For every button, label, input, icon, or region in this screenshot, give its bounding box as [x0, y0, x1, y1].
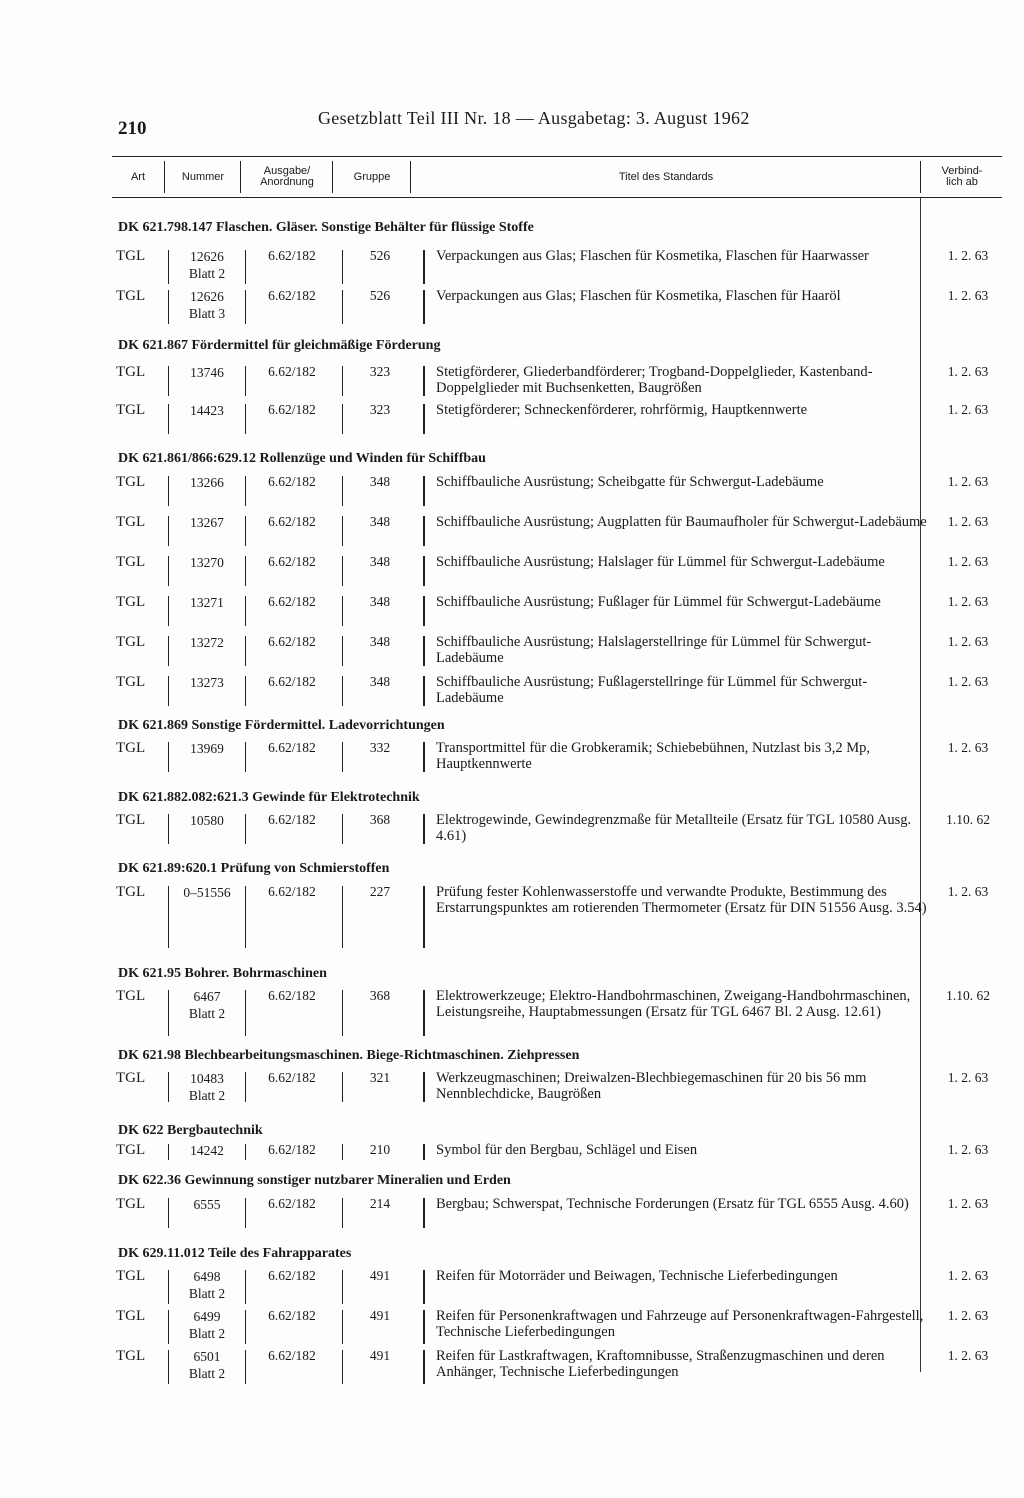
- titel-cell: Schiffbauliche Ausrüstung; Fußlagerstellringe für Lümmel für Schwergut-Ladebäume: [436, 674, 868, 706]
- column-rule: [342, 366, 343, 396]
- ausgabe-cell: 6.62/182: [268, 474, 316, 489]
- section-heading: DK 622.36 Gewinnung sonstiger nutzbarer Mineralien und Erden: [118, 1173, 511, 1188]
- column-rule: [342, 596, 343, 626]
- table-row: [110, 988, 1010, 1036]
- column-rule: [342, 556, 343, 586]
- page-number: 210: [118, 118, 147, 139]
- column-rule: [342, 290, 343, 324]
- column-rule: [245, 676, 246, 706]
- titel-cell: Transportmittel für die Grobkeramik; Schiebebühnen, Nutzlast bis 3,2 Mp, Hauptkennwerte: [436, 740, 870, 772]
- nummer-cell: [170, 402, 244, 419]
- col-nummer: Nummer: [181, 170, 225, 183]
- column-rule: [168, 366, 169, 396]
- art-cell: TGL: [116, 1268, 146, 1284]
- ausgabe-cell: 6.62/182: [268, 634, 316, 649]
- section-heading: DK 621.95 Bohrer. Bohrmaschinen: [118, 966, 327, 981]
- art-cell: TGL: [116, 674, 146, 690]
- table-row: [110, 474, 1010, 506]
- section-heading: DK 621.98 Blechbearbeitungsmaschinen. Biege-Richtmaschinen. Ziehpressen: [118, 1048, 580, 1063]
- column-rule: [245, 1144, 246, 1160]
- gruppe-cell: 348: [369, 554, 391, 569]
- table-row: [110, 554, 1010, 586]
- titel-cell: Werkzeugmaschinen; Dreiwalzen-Blechbiegemaschinen für 20 bis 56 mm Nennblechdicke, Baugrößen: [436, 1070, 867, 1102]
- col-art: Art: [130, 170, 146, 183]
- column-rule: [423, 1072, 425, 1102]
- verbindlich-cell: 1. 2. 63: [947, 1348, 989, 1363]
- table-row: [110, 1196, 1010, 1228]
- titel-cell: Bergbau; Schwerspat, Technische Forderungen (Ersatz für TGL 6555 Ausg. 4.60): [436, 1196, 909, 1212]
- column-rule: [342, 476, 343, 506]
- column-rule: [423, 1310, 425, 1344]
- titel-cell: Prüfung fester Kohlenwasserstoffe und verwandte Produkte, Bestimmung des Erstarrungspunktes am rotierenden Thermometer (Ersatz für DIN 51556 Ausg. 3.54): [436, 884, 927, 916]
- column-rule: [423, 1350, 425, 1384]
- table-header: [112, 156, 1002, 198]
- verbindlich-cell: 1.10. 62: [946, 812, 990, 827]
- gruppe-cell: 348: [369, 474, 391, 489]
- nummer-cell: [170, 1348, 244, 1382]
- table-row: [110, 1070, 1010, 1102]
- titel-cell: Verpackungen aus Glas; Flaschen für Kosmetika, Flaschen für Haaröl: [436, 288, 841, 304]
- column-rule: [423, 814, 425, 844]
- art-cell: TGL: [116, 812, 146, 828]
- table-row: [110, 812, 1010, 844]
- ausgabe-cell: 6.62/182: [268, 812, 316, 827]
- verbindlich-cell: 1. 2. 63: [947, 288, 989, 303]
- nummer-cell: [170, 884, 244, 901]
- column-rule: [168, 742, 169, 772]
- col-gruppe: Gruppe: [353, 170, 391, 183]
- column-rule: [245, 290, 246, 324]
- column-rule: [168, 1310, 169, 1344]
- art-cell: TGL: [116, 288, 146, 304]
- nummer-cell: [170, 674, 244, 691]
- column-rule: [342, 990, 343, 1036]
- gruppe-cell: 348: [369, 594, 391, 609]
- blatt-value: Blatt 3: [188, 306, 226, 321]
- column-rule: [168, 476, 169, 506]
- blatt-value: Blatt 2: [188, 1006, 226, 1021]
- column-rule: [342, 886, 343, 948]
- column-rule: [423, 290, 425, 324]
- nummer-value: 13273: [190, 675, 224, 690]
- column-rule: [245, 1072, 246, 1102]
- col-verbindlich: Verbind- lich ab: [941, 165, 983, 188]
- blatt-value: Blatt 2: [188, 1088, 226, 1103]
- nummer-value: 14242: [190, 1143, 224, 1158]
- gruppe-cell: 214: [369, 1196, 391, 1211]
- column-rule: [423, 742, 425, 772]
- titel-cell: Schiffbauliche Ausrüstung; Augplatten für Baumaufholer für Schwergut-Ladebäume: [436, 514, 927, 530]
- nummer-cell: [170, 514, 244, 531]
- ausgabe-cell: 6.62/182: [268, 364, 316, 379]
- running-title: Gesetzblatt Teil III Nr. 18 — Ausgabetag: 3. August 1962: [318, 108, 750, 128]
- gruppe-cell: 491: [369, 1268, 391, 1283]
- nummer-value: 6467: [193, 989, 221, 1004]
- gruppe-cell: 526: [369, 248, 391, 263]
- ausgabe-cell: 6.62/182: [268, 1308, 316, 1323]
- ausgabe-cell: 6.62/182: [268, 402, 316, 417]
- gruppe-cell: 368: [369, 812, 391, 827]
- art-cell: TGL: [116, 248, 146, 264]
- col-titel: Titel des Standards: [618, 170, 714, 183]
- nummer-value: 6555: [193, 1197, 221, 1212]
- nummer-cell: [170, 554, 244, 571]
- nummer-cell: [170, 1196, 244, 1213]
- nummer-value: 6498: [193, 1269, 221, 1284]
- column-rule: [168, 250, 169, 284]
- titel-cell: Schiffbauliche Ausrüstung; Halslagerstellringe für Lümmel für Schwergut-Ladebäume: [436, 634, 872, 666]
- titel-cell: Elektrowerkzeuge; Elektro-Handbohrmaschinen, Zweigang-Handbohrmaschinen, Leistungsreihe, Hauptabmessungen (Ersatz für TGL 6467 Bl. 2 Ausg. 12.61): [436, 988, 911, 1020]
- titel-cell: Reifen für Motorräder und Beiwagen, Technische Lieferbedingungen: [436, 1268, 838, 1284]
- nummer-value: 10483: [190, 1071, 224, 1086]
- column-rule: [168, 990, 169, 1036]
- verbindlich-cell: 1. 2. 63: [947, 1070, 989, 1085]
- section-heading: DK 629.11.012 Teile des Fahrapparates: [118, 1246, 352, 1261]
- column-rule: [342, 742, 343, 772]
- section-heading: DK 621.89:620.1 Prüfung von Schmierstoffen: [118, 861, 390, 876]
- verbindlich-cell: 1. 2. 63: [947, 634, 989, 649]
- blatt-value: Blatt 2: [188, 1366, 226, 1381]
- column-rule: [342, 404, 343, 434]
- column-rule: [245, 1350, 246, 1384]
- titel-cell: Symbol für den Bergbau, Schlägel und Eisen: [436, 1142, 698, 1158]
- art-cell: TGL: [116, 1196, 146, 1212]
- verbindlich-cell: 1. 2. 63: [947, 402, 989, 417]
- art-cell: TGL: [116, 740, 146, 756]
- ausgabe-cell: 6.62/182: [268, 674, 316, 689]
- verbindlich-cell: 1. 2. 63: [947, 1142, 989, 1157]
- nummer-cell: [170, 1142, 244, 1159]
- gruppe-cell: 321: [369, 1070, 391, 1085]
- ausgabe-cell: 6.62/182: [268, 514, 316, 529]
- column-rule: [423, 676, 425, 706]
- verbindlich-cell: 1. 2. 63: [947, 740, 989, 755]
- column-rule: [245, 742, 246, 772]
- table-row: [110, 1268, 1010, 1304]
- art-cell: TGL: [116, 1308, 146, 1324]
- nummer-cell: [170, 1268, 244, 1302]
- nummer-cell: [170, 988, 244, 1022]
- column-rule: [423, 366, 425, 396]
- gruppe-cell: 227: [369, 884, 391, 899]
- gruppe-cell: 491: [369, 1348, 391, 1363]
- titel-cell: Schiffbauliche Ausrüstung; Scheibgatte für Schwergut-Ladebäume: [436, 474, 824, 490]
- gruppe-cell: 210: [369, 1142, 391, 1157]
- gruppe-cell: 348: [369, 674, 391, 689]
- art-cell: TGL: [116, 594, 146, 610]
- section-heading: DK 622 Bergbautechnik: [118, 1123, 263, 1138]
- column-rule: [342, 1198, 343, 1228]
- column-rule: [168, 1198, 169, 1228]
- page-header: [110, 108, 990, 148]
- table-row: [110, 1348, 1010, 1384]
- section-heading: DK 621.867 Fördermittel für gleichmäßige Förderung: [118, 338, 441, 353]
- verbindlich-cell: 1. 2. 63: [947, 1196, 989, 1211]
- column-rule: [342, 1144, 343, 1160]
- column-rule: [342, 516, 343, 546]
- blatt-value: Blatt 2: [188, 1286, 226, 1301]
- gruppe-cell: 526: [369, 288, 391, 303]
- ausgabe-cell: 6.62/182: [268, 288, 316, 303]
- nummer-value: 13969: [190, 741, 224, 756]
- nummer-cell: [170, 634, 244, 651]
- column-rule: [168, 636, 169, 666]
- ausgabe-cell: 6.62/182: [268, 1142, 316, 1157]
- column-rule: [342, 250, 343, 284]
- blatt-value: Blatt 2: [188, 266, 226, 281]
- column-rule: [245, 814, 246, 844]
- verbindlich-cell: 1. 2. 63: [947, 248, 989, 263]
- column-rule: [168, 556, 169, 586]
- gruppe-cell: 332: [369, 740, 391, 755]
- nummer-value: 13266: [190, 475, 224, 490]
- nummer-cell: [170, 740, 244, 757]
- ausgabe-cell: 6.62/182: [268, 884, 316, 899]
- nummer-value: 6499: [193, 1309, 221, 1324]
- column-rule: [342, 636, 343, 666]
- column-rule: [342, 1270, 343, 1304]
- ausgabe-cell: 6.62/182: [268, 594, 316, 609]
- column-rule: [168, 516, 169, 546]
- verbindlich-cell: 1. 2. 63: [947, 594, 989, 609]
- titel-cell: Verpackungen aus Glas; Flaschen für Kosmetika, Flaschen für Haarwasser: [436, 248, 869, 264]
- column-rule: [342, 676, 343, 706]
- nummer-cell: [170, 364, 244, 381]
- table-row: [110, 402, 1010, 434]
- nummer-value: 0–51556: [183, 885, 231, 900]
- column-rule: [245, 404, 246, 434]
- gruppe-cell: 348: [369, 514, 391, 529]
- column-rule: [245, 516, 246, 546]
- column-rule: [342, 1310, 343, 1344]
- section-heading: DK 621.869 Sonstige Fördermittel. Ladevorrichtungen: [118, 718, 445, 733]
- art-cell: TGL: [116, 1070, 146, 1086]
- nummer-value: 13267: [190, 515, 224, 530]
- column-rule: [168, 290, 169, 324]
- art-cell: TGL: [116, 1142, 146, 1158]
- column-rule: [168, 1144, 169, 1160]
- nummer-value: 6501: [193, 1349, 221, 1364]
- ausgabe-cell: 6.62/182: [268, 988, 316, 1003]
- column-rule: [423, 636, 425, 666]
- nummer-value: 13271: [190, 595, 224, 610]
- gruppe-cell: 348: [369, 634, 391, 649]
- table-row: [110, 1142, 1010, 1160]
- nummer-value: 13746: [190, 365, 224, 380]
- nummer-cell: [170, 1308, 244, 1342]
- ausgabe-cell: 6.62/182: [268, 1268, 316, 1283]
- table-row: [110, 634, 1010, 666]
- ausgabe-cell: 6.62/182: [268, 1348, 316, 1363]
- column-rule: [342, 814, 343, 844]
- ausgabe-cell: 6.62/182: [268, 554, 316, 569]
- column-rule: [245, 1310, 246, 1344]
- column-rule: [168, 1350, 169, 1384]
- column-rule: [245, 366, 246, 396]
- gruppe-cell: 323: [369, 402, 391, 417]
- verbindlich-cell: 1.10. 62: [946, 988, 990, 1003]
- verbindlich-cell: 1. 2. 63: [947, 474, 989, 489]
- column-rule: [168, 676, 169, 706]
- section-heading: DK 621.861/866:629.12 Rollenzüge und Winden für Schiffbau: [118, 451, 486, 466]
- table-row: [110, 364, 1010, 396]
- nummer-cell: [170, 474, 244, 491]
- verbindlich-cell: 1. 2. 63: [947, 884, 989, 899]
- art-cell: TGL: [116, 474, 146, 490]
- column-rule: [245, 1270, 246, 1304]
- column-rule: [168, 1270, 169, 1304]
- nummer-value: 10580: [190, 813, 224, 828]
- gruppe-cell: 323: [369, 364, 391, 379]
- nummer-cell: [170, 248, 244, 282]
- titel-cell: Stetigförderer, Gliederbandförderer; Trogband-Doppelglieder, Kastenband-Doppelglieder mit Buchsenketten, Baugrößen: [436, 364, 873, 396]
- gruppe-cell: 491: [369, 1308, 391, 1323]
- verbindlich-cell: 1. 2. 63: [947, 364, 989, 379]
- nummer-cell: [170, 288, 244, 322]
- column-rule: [168, 404, 169, 434]
- titel-cell: Schiffbauliche Ausrüstung; Halslager für Lümmel für Schwergut-Ladebäume: [436, 554, 885, 570]
- section-heading: DK 621.882.082:621.3 Gewinde für Elektrotechnik: [118, 790, 420, 805]
- nummer-cell: [170, 812, 244, 829]
- art-cell: TGL: [116, 364, 146, 380]
- ausgabe-cell: 6.62/182: [268, 740, 316, 755]
- titel-cell: Elektrogewinde, Gewindegrenzmaße für Metallteile (Ersatz für TGL 10580 Ausg. 4.61): [436, 812, 912, 844]
- column-rule: [245, 596, 246, 626]
- blatt-value: Blatt 2: [188, 1326, 226, 1341]
- column-rule: [423, 516, 425, 546]
- art-cell: TGL: [116, 988, 146, 1004]
- table-row: [110, 288, 1010, 324]
- column-rule: [168, 1072, 169, 1102]
- column-rule: [245, 250, 246, 284]
- column-rule: [245, 636, 246, 666]
- column-rule: [168, 886, 169, 948]
- table-row: [110, 248, 1010, 284]
- verbindlich-cell: 1. 2. 63: [947, 514, 989, 529]
- nummer-value: 13272: [190, 635, 224, 650]
- art-cell: TGL: [116, 514, 146, 530]
- verbindlich-cell: 1. 2. 63: [947, 674, 989, 689]
- ausgabe-cell: 6.62/182: [268, 1196, 316, 1211]
- column-rule: [245, 990, 246, 1036]
- nummer-value: 12626: [190, 249, 224, 264]
- column-rule: [245, 556, 246, 586]
- verbindlich-cell: 1. 2. 63: [947, 1308, 989, 1323]
- table-row: [110, 514, 1010, 546]
- column-rule: [342, 1350, 343, 1384]
- ausgabe-cell: 6.62/182: [268, 248, 316, 263]
- column-rule: [423, 476, 425, 506]
- nummer-cell: [170, 1070, 244, 1104]
- section-heading: DK 621.798.147 Flaschen. Gläser. Sonstige Behälter für flüssige Stoffe: [118, 220, 534, 235]
- titel-cell: Reifen für Lastkraftwagen, Kraftomnibusse, Straßenzugmaschinen und deren Anhänger, Technische Lieferbedingungen: [436, 1348, 885, 1380]
- column-rule: [342, 1072, 343, 1102]
- column-rule: [168, 596, 169, 626]
- table-row: [110, 674, 1010, 706]
- column-rule: [423, 404, 425, 434]
- art-cell: TGL: [116, 634, 146, 650]
- column-rule: [423, 596, 425, 626]
- titel-cell: Schiffbauliche Ausrüstung; Fußlager für Lümmel für Schwergut-Ladebäume: [436, 594, 881, 610]
- column-rule: [245, 476, 246, 506]
- verbindlich-cell: 1. 2. 63: [947, 1268, 989, 1283]
- titel-cell: Reifen für Personenkraftwagen und Fahrzeuge auf Personenkraftwagen-Fahrgestell, Technische Lieferbedingungen: [436, 1308, 924, 1340]
- table-row: [110, 884, 1010, 948]
- column-rule: [423, 990, 425, 1036]
- column-rule: [423, 1144, 425, 1160]
- nummer-value: 14423: [190, 403, 224, 418]
- column-rule: [423, 1270, 425, 1304]
- col-ausgabe: Ausgabe/ Anordnung: [260, 165, 314, 188]
- art-cell: TGL: [116, 1348, 146, 1364]
- gruppe-cell: 368: [369, 988, 391, 1003]
- nummer-value: 12626: [190, 289, 224, 304]
- nummer-cell: [170, 594, 244, 611]
- column-rule: [245, 886, 246, 948]
- table-row: [110, 740, 1010, 772]
- column-rule: [423, 1198, 425, 1228]
- column-rule: [423, 886, 425, 948]
- table-row: [110, 1308, 1010, 1344]
- column-rule: [168, 814, 169, 844]
- art-cell: TGL: [116, 884, 146, 900]
- verbindlich-cell: 1. 2. 63: [947, 554, 989, 569]
- column-rule: [245, 1198, 246, 1228]
- column-rule: [423, 250, 425, 284]
- table-row: [110, 594, 1010, 626]
- art-cell: TGL: [116, 554, 146, 570]
- nummer-value: 13270: [190, 555, 224, 570]
- ausgabe-cell: 6.62/182: [268, 1070, 316, 1085]
- column-rule: [423, 556, 425, 586]
- art-cell: TGL: [116, 402, 146, 418]
- titel-cell: Stetigförderer; Schneckenförderer, rohrförmig, Hauptkennwerte: [436, 402, 808, 418]
